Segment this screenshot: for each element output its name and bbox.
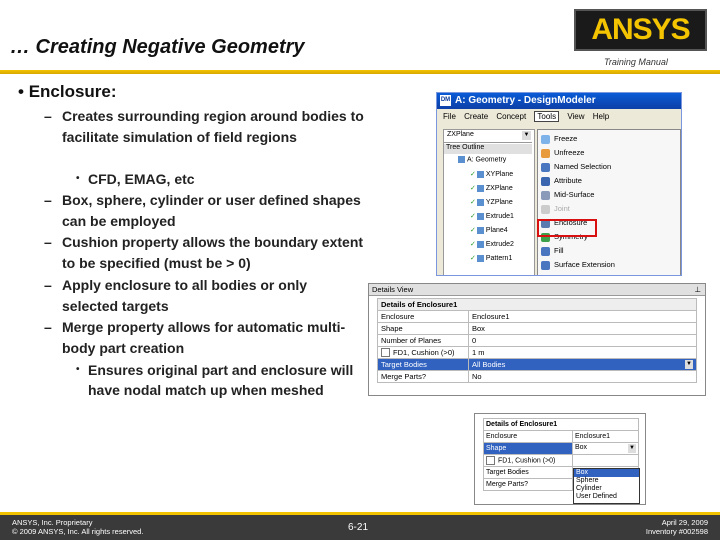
menu-file[interactable]: File (443, 112, 456, 121)
tree-panel (443, 129, 535, 276)
extrude-icon (477, 241, 484, 248)
details-view-shape-dropdown (474, 413, 646, 505)
plane-icon (477, 171, 484, 178)
ansys-logo (574, 9, 707, 51)
sub-bullet-1: – Creates surrounding region around bodies to facilitate simulation of field regions (44, 108, 364, 145)
tree-outline-tab[interactable]: Tree Outline (444, 144, 532, 154)
freeze-icon (541, 135, 550, 144)
page-number: 6-21 (348, 522, 369, 533)
plane-icon (477, 185, 484, 192)
menu-item-surface-extension[interactable]: Surface Extension (541, 258, 615, 271)
plane-icon (477, 227, 484, 234)
tree-item-plane4[interactable]: ✓ Plane4 (470, 227, 508, 234)
tree-item-xyplane[interactable]: ✓ XYPlane (470, 171, 514, 178)
chevron-down-icon[interactable]: ▼ (629, 445, 635, 451)
unfreeze-icon (541, 149, 550, 158)
menu-create[interactable]: Create (464, 112, 489, 121)
menu-item-unfreeze[interactable]: Unfreeze (541, 146, 584, 159)
enclosure-highlight-box (537, 219, 597, 237)
footer-copyright: ANSYS, Inc. Proprietary © 2009 ANSYS, Inc. All rights reserved. (12, 518, 144, 536)
tree-item-geometry[interactable]: A: Geometry (458, 156, 506, 163)
details-row-enclosure[interactable]: Enclosure Enclosure1 (378, 311, 697, 323)
details-title-row: Details of Enclosure1 (378, 299, 697, 311)
app-icon: DM (440, 95, 451, 106)
sub-sub-bullet-1a: • CFD, EMAG, etc (76, 171, 195, 187)
chevron-down-icon[interactable]: ▼ (686, 361, 692, 367)
sub-bullet-2: – Box, sphere, cylinder or user defined shapes can be employed (44, 192, 361, 229)
designmodeler-window (436, 92, 682, 276)
window-title-bar (437, 93, 681, 109)
menu-item-symmetry[interactable]: Symmetry (541, 230, 588, 243)
shape-option-user-defined[interactable]: User Defined (576, 493, 617, 500)
shape-option-cylinder[interactable]: Cylinder (576, 485, 602, 492)
geometry-icon (458, 156, 465, 163)
named-selection-icon (541, 163, 550, 172)
header-divider (0, 70, 720, 74)
shape-options-list (573, 468, 640, 504)
tools-dropdown-menu (537, 129, 681, 276)
details2-row-merge-parts[interactable]: Merge Parts? (484, 479, 639, 491)
tree-item-zxplane[interactable]: ✓ ZXPlane (470, 185, 513, 192)
joint-icon (541, 205, 550, 214)
menu-bar (443, 112, 615, 126)
menu-item-attribute[interactable]: Attribute (541, 174, 582, 187)
details-row-shape[interactable]: Shape Box (378, 323, 697, 335)
details-row-number-of-planes[interactable]: Number of Planes 0 (378, 335, 697, 347)
menu-tools[interactable]: Tools (534, 111, 559, 122)
parameter-checkbox[interactable] (486, 456, 495, 465)
details2-row-shape[interactable]: Shape Box ▼ (484, 443, 639, 455)
menu-item-joint[interactable]: Joint (541, 202, 570, 215)
extrude-icon (477, 213, 484, 220)
fill-icon (541, 247, 550, 256)
shape-option-box[interactable]: Box (574, 469, 639, 477)
details2-row-target-bodies[interactable]: Target Bodies (484, 467, 639, 479)
logo-text: ANSYS (591, 13, 690, 46)
menu-item-named-selection[interactable]: Named Selection (541, 160, 611, 173)
menu-item-enclosure[interactable]: Enclosure (541, 216, 587, 229)
plane-selector-value: ZXPlane (447, 131, 474, 138)
details-row-cushion[interactable]: FD1, Cushion (>0) 1 m (378, 347, 697, 359)
slide-title: … Creating Negative Geometry (10, 36, 305, 58)
training-manual-label: Training Manual (604, 57, 668, 67)
attribute-icon (541, 177, 550, 186)
menu-item-fill[interactable]: Fill (541, 244, 564, 257)
menu-item-freeze[interactable]: Freeze (541, 132, 577, 145)
parameter-checkbox[interactable] (381, 348, 390, 357)
shape-option-sphere[interactable]: Sphere (576, 477, 599, 484)
details-view-panel (368, 283, 706, 396)
menu-help[interactable]: Help (592, 112, 610, 121)
tree-item-extrude2[interactable]: ✓ Extrude2 (470, 241, 514, 248)
sub-bullet-3: – Cushion property allows the boundary extent to be specified (must be > 0) (44, 234, 364, 271)
menu-view[interactable]: View (567, 112, 585, 121)
tree-item-extrude1[interactable]: ✓ Extrude1 (470, 213, 514, 220)
sub-bullet-5: – Merge property allows for automatic multi-body part creation (44, 319, 346, 356)
sub-bullet-4: – Apply enclosure to all bodies or only selected targets (44, 277, 308, 314)
surface-extension-icon (541, 261, 550, 270)
plane-icon (477, 199, 484, 206)
mid-surface-icon (541, 191, 550, 200)
tree-item-pattern1[interactable]: ✓ Pattern1 (470, 255, 513, 262)
sub-sub-bullet-5a: • Ensures original part and enclosure will have nodal match up when meshed (76, 362, 354, 398)
details2-title-row: Details of Enclosure1 (484, 419, 639, 431)
details-table (377, 298, 697, 383)
details2-row-enclosure[interactable]: Enclosure Enclosure1 (484, 431, 639, 443)
pin-icon[interactable]: ⊥ (694, 285, 701, 294)
menu-concept[interactable]: Concept (496, 112, 527, 121)
bullet-enclosure: • Enclosure: (18, 82, 117, 101)
details2-row-cushion[interactable]: FD1, Cushion (>0) (484, 455, 639, 467)
details-view-header: Details View ⊥ (369, 284, 705, 296)
tree-item-yzplane[interactable]: ✓ YZPlane (470, 199, 513, 206)
details-row-target-bodies[interactable]: Target Bodies All Bodies ▼ (378, 359, 697, 371)
window-title: A: Geometry - DesignModeler (455, 95, 596, 106)
chevron-down-icon[interactable]: ▼ (523, 132, 530, 138)
footer-date-inventory: April 29, 2009 Inventory #002598 (645, 518, 708, 536)
plane-selector[interactable] (444, 130, 532, 143)
menu-item-mid-surface[interactable]: Mid-Surface (541, 188, 594, 201)
details-row-merge-parts[interactable]: Merge Parts? No (378, 371, 697, 383)
pattern-icon (477, 255, 484, 262)
